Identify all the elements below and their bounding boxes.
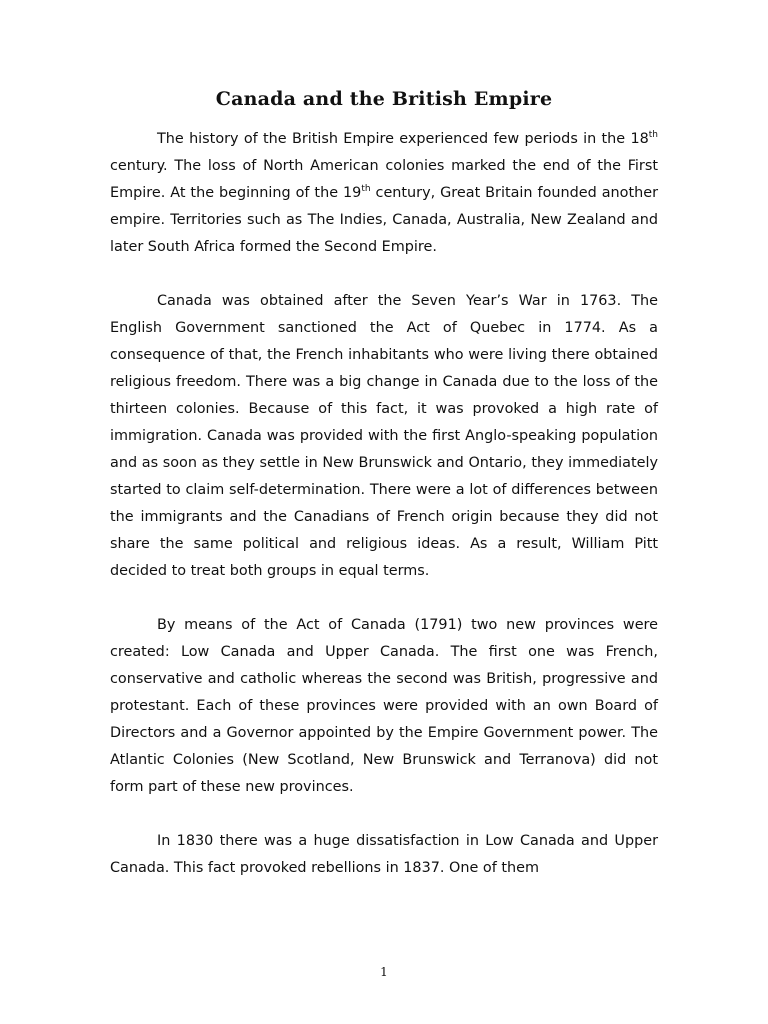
paragraph-2: Canada was obtained after the Seven Year’s War in 1763. The English Government sanctioned the Act of Quebec in 1774. As a consequence of that, the French inhabitants who were living there obtained religious freedom. There was a big change in Canada due to the loss of the thirteen colonies. Because of this fact, it was provoked a high rate of immigration. Canada was provided with the first Anglo-speaking population and as soon as they settle in New Brunswick and Ontario, they immediately started to claim self-determination. There were a lot of differences between the immigrants and the Canadians of French origin because they did not share the same political and religious ideas. As a result, William Pitt decided to treat both groups in equal terms.	[110, 293, 658, 579]
superscript-th: th	[648, 130, 658, 140]
paragraph-1-text-b: century. The loss of North American colonies marked the end of the First Empire. At the beginning of the 19	[110, 158, 658, 201]
superscript-th: th	[361, 184, 371, 194]
paragraph-1	[110, 126, 658, 261]
page-number: 1	[380, 965, 388, 979]
paragraph-4: In 1830 there was a huge dissatisfaction in Low Canada and Upper Canada. This fact provoked rebellions in 1837. One of them	[110, 833, 658, 876]
paragraph-1-text-a: The history of the British Empire experienced few periods in the 18	[157, 131, 649, 147]
paragraph-3: By means of the Act of Canada (1791) two new provinces were created: Low Canada and Upper Canada. The first one was French, conservative and catholic whereas the second was British, progressive and protestant. Each of these provinces were provided with an own Board of Directors and a Governor appointed by the Empire Government power. The Atlantic Colonies (New Scotland, New Brunswick and Terranova) did not form part of these new provinces.	[110, 617, 658, 795]
document-body	[110, 126, 658, 882]
document-title: Canada and the British Empire	[215, 88, 553, 110]
paragraph-1-text-c: century, Great Britain founded another empire. Territories such as The Indies, Canada, Australia, New Zealand and later South Africa formed the Second Empire.	[110, 185, 658, 255]
